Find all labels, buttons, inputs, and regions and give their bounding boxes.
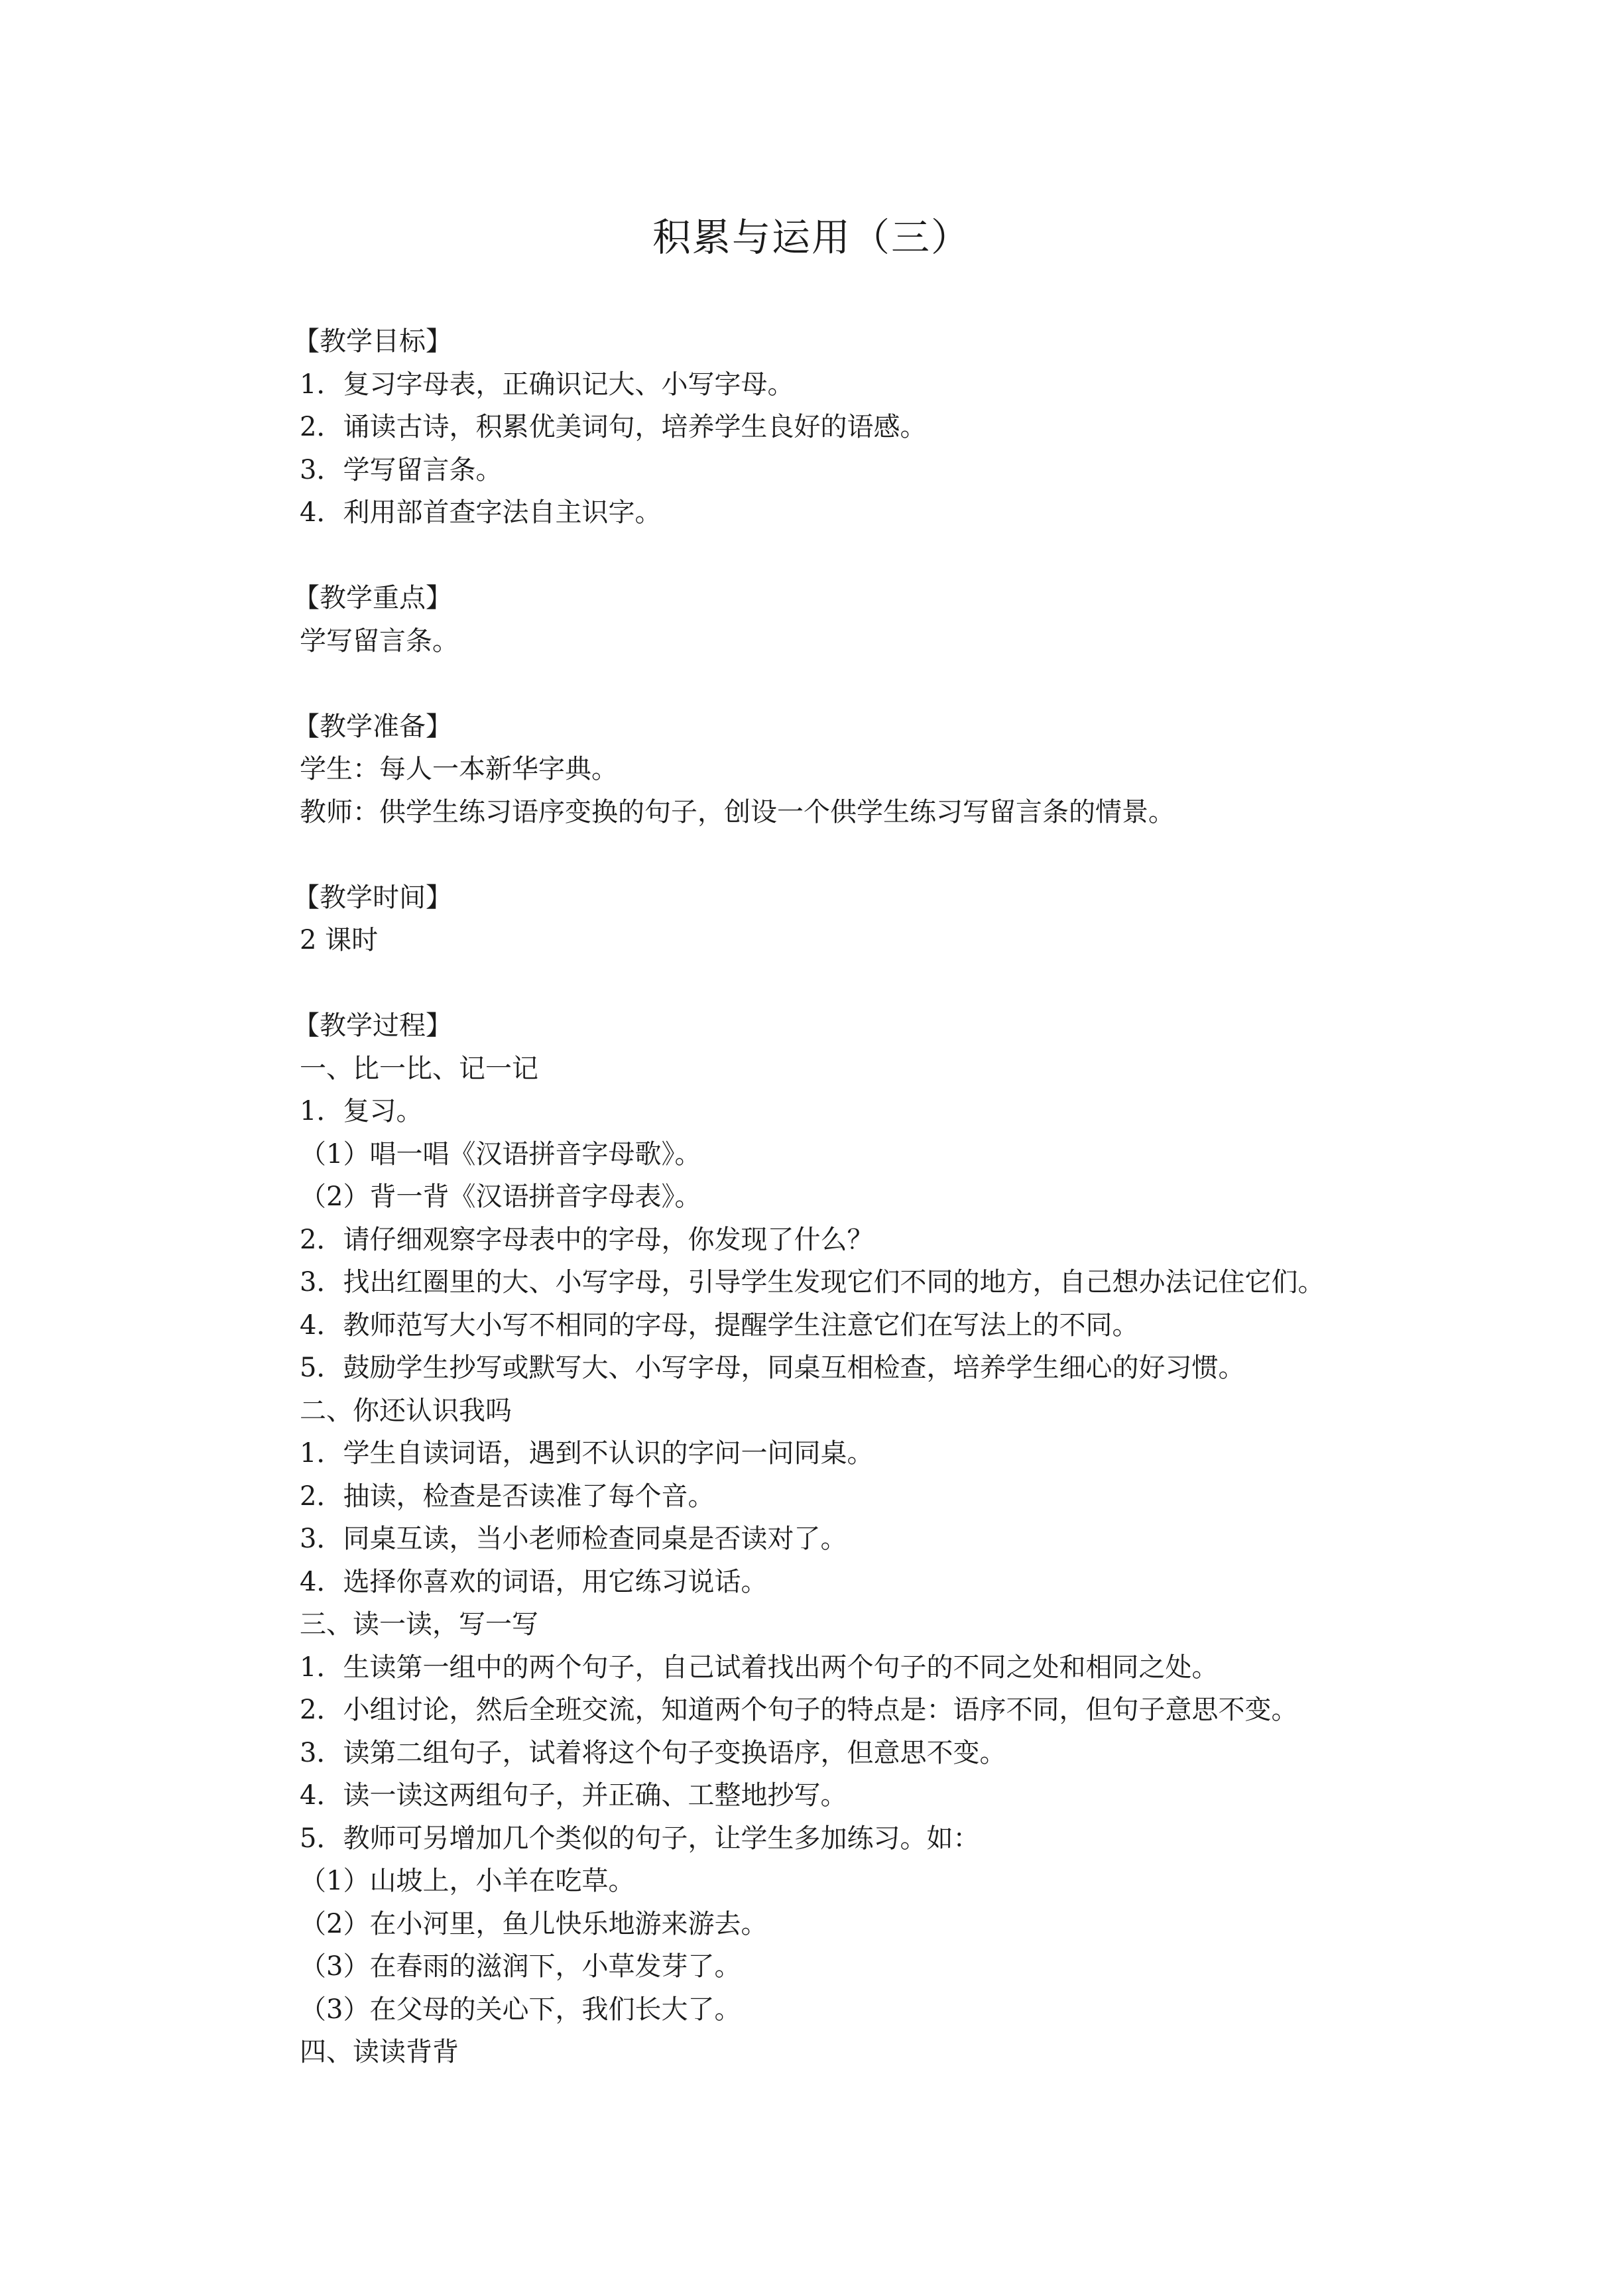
list-item: 学生：每人一本新华字典。 xyxy=(300,754,618,784)
page-title: 积累与运用（三） xyxy=(652,215,971,260)
list-item: 5．鼓励学生抄写或默写大、小写字母，同桌互相检查，培养学生细心的好习惯。 xyxy=(300,1353,1245,1383)
list-item: 三、读一读，写一写 xyxy=(300,1609,538,1640)
list-item: 2．抽读，检查是否读准了每个音。 xyxy=(300,1480,715,1512)
list-item: 3．学写留言条。 xyxy=(300,454,503,485)
section-heading: 【教学时间】 xyxy=(293,882,452,913)
list-item: 5．教师可另增加几个类似的句子，让学生多加练习。如： xyxy=(300,1823,980,1854)
list-item: 教师：供学生练习语序变换的句子，创设一个供学生练习写留言条的情景。 xyxy=(300,796,1175,827)
list-item: 4．利用部首查字法自主识字。 xyxy=(300,497,662,528)
list-item: 四、读读背背 xyxy=(300,2037,459,2067)
section-process xyxy=(293,1004,1559,2074)
list-item: 一、比一比、记一记 xyxy=(300,1053,538,1084)
section-heading: 【教学过程】 xyxy=(293,1010,452,1041)
list-item: 1．复习。 xyxy=(300,1096,423,1126)
list-item: 4．读一读这两组句子，并正确、工整地抄写。 xyxy=(300,1780,847,1811)
section-time xyxy=(293,876,1559,962)
list-item: 二、你还认识我吗 xyxy=(300,1395,512,1426)
list-item: 4．教师范写大小写不相同的字母，提醒学生注意它们在写法上的不同。 xyxy=(300,1309,1139,1341)
list-item: （1）唱一唱《汉语拼音字母歌》。 xyxy=(300,1138,701,1170)
spacer xyxy=(300,534,1559,577)
list-item: 1．学生自读词语，遇到不认识的字问一问同桌。 xyxy=(300,1438,874,1469)
list-item: 3．同桌互读，当小老师检查同桌是否读对了。 xyxy=(300,1524,847,1554)
list-item: （2）背一背《汉语拼音字母表》。 xyxy=(300,1181,701,1212)
section-heading: 【教学目标】 xyxy=(293,326,452,357)
list-item: 学写留言条。 xyxy=(300,625,459,656)
spacer xyxy=(300,962,1559,1005)
list-item: （2）在小河里，鱼儿快乐地游来游去。 xyxy=(300,1908,768,1939)
list-item: （3）在春雨的滋润下，小草发芽了。 xyxy=(300,1951,741,1982)
section-objectives xyxy=(293,320,1559,534)
list-item: 1．复习字母表，正确识记大、小写字母。 xyxy=(300,369,794,400)
section-heading: 【教学重点】 xyxy=(293,583,452,613)
list-item: 4．选择你喜欢的词语，用它练习说话。 xyxy=(300,1566,768,1597)
list-item: 3．找出红圈里的大、小写字母，引导学生发现它们不同的地方，自己想办法记住它们。 xyxy=(300,1267,1325,1298)
list-item: 2．请仔细观察字母表中的字母，你发现了什么？ xyxy=(300,1224,874,1255)
spacer xyxy=(300,833,1559,876)
list-item: 2．诵读古诗，积累优美词句，培养学生良好的语感。 xyxy=(300,412,927,442)
list-item: 1．生读第一组中的两个句子，自己试着找出两个句子的不同之处和相同之处。 xyxy=(300,1652,1219,1683)
spacer xyxy=(300,662,1559,705)
list-item: （1）山坡上，小羊在吃草。 xyxy=(300,1866,635,1896)
section-heading: 【教学准备】 xyxy=(293,711,452,742)
section-key-point xyxy=(293,577,1559,662)
list-item: 2 课时 xyxy=(300,925,379,955)
document-body xyxy=(293,320,1559,2074)
list-item: 2．小组讨论，然后全班交流，知道两个句子的特点是：语序不同，但句子意思不变。 xyxy=(300,1695,1298,1725)
list-item: 3．读第二组句子，试着将这个句子变换语序，但意思不变。 xyxy=(300,1737,1006,1768)
section-preparation xyxy=(293,705,1559,834)
list-item: （3）在父母的关心下，我们长大了。 xyxy=(300,1994,741,2025)
